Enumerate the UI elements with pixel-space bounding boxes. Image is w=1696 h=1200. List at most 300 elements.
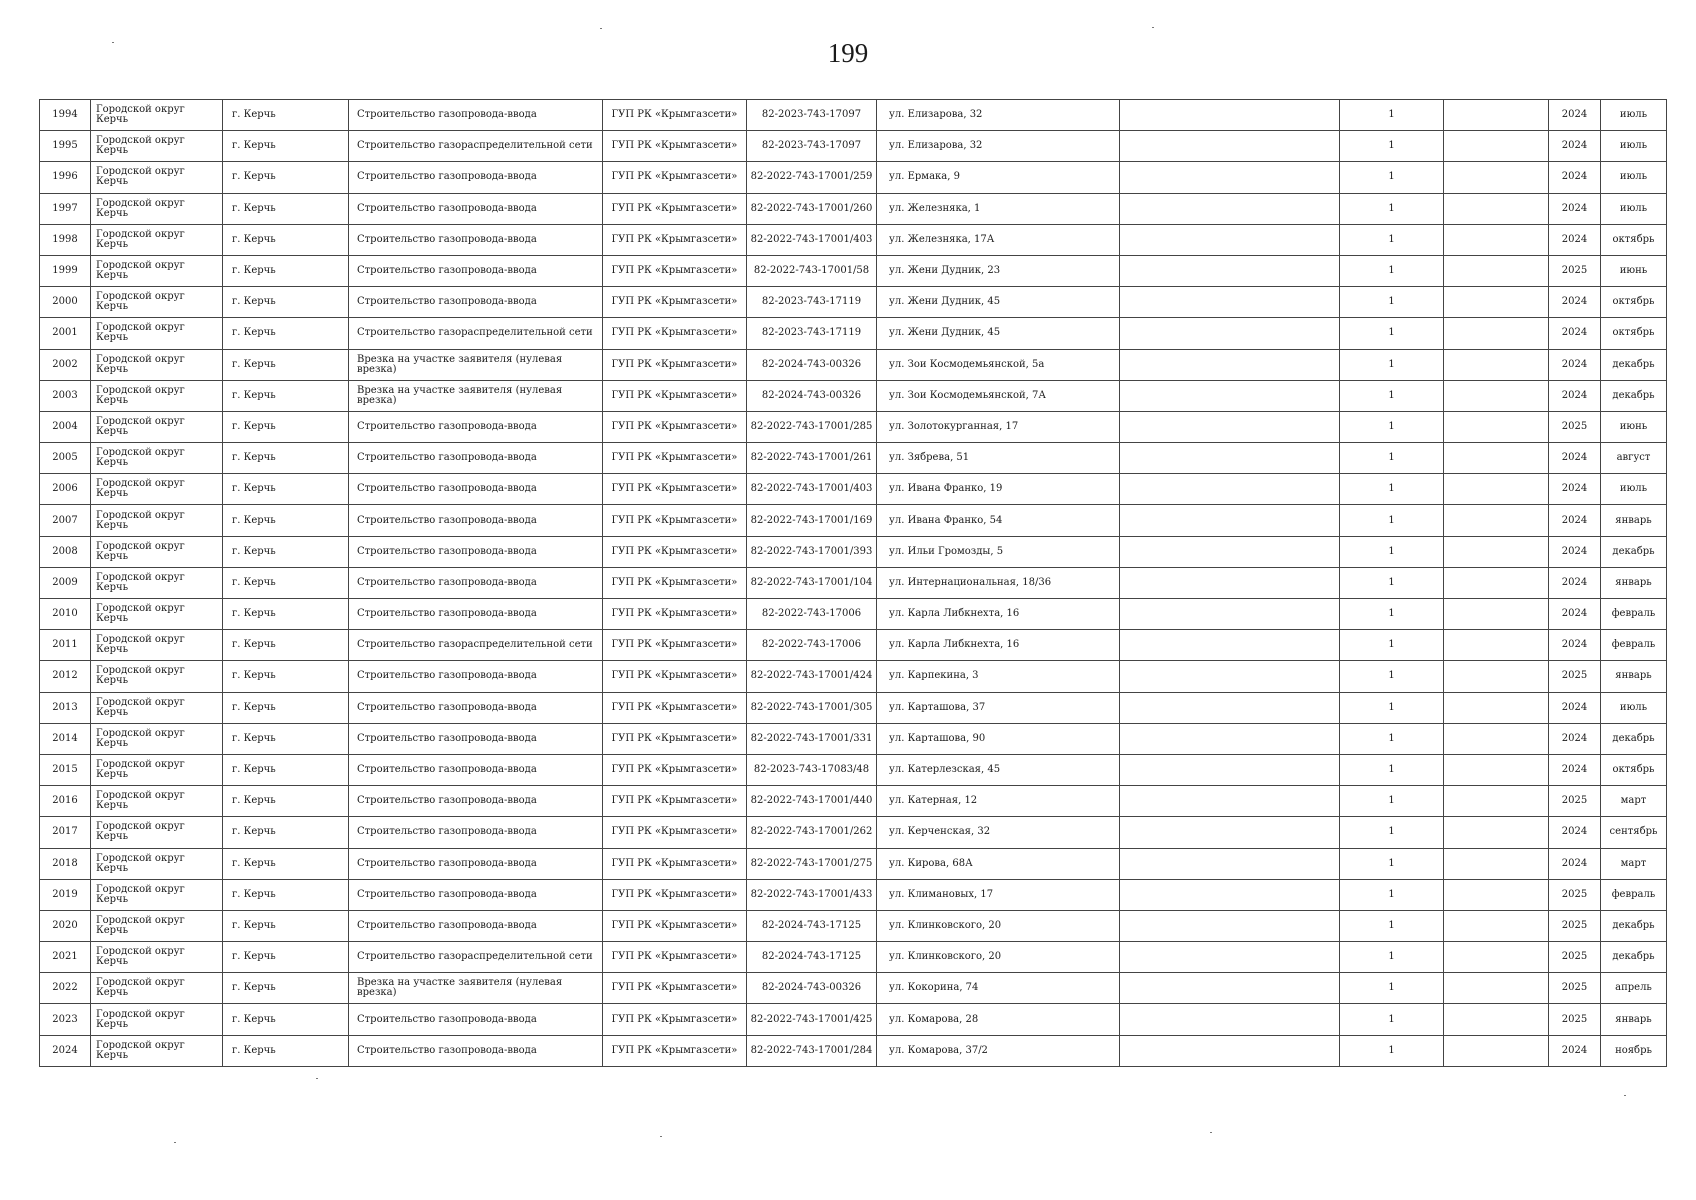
work-type-cell: Строительство газопровода-ввода bbox=[349, 474, 603, 505]
year-cell: 2024 bbox=[1549, 848, 1601, 879]
month-cell: июль bbox=[1601, 100, 1667, 131]
organization-cell: ГУП РК «Крымгазсети» bbox=[603, 879, 747, 910]
work-type-cell: Строительство газопровода-ввода bbox=[349, 162, 603, 193]
address-cell: ул. Кокорина, 74 bbox=[877, 973, 1120, 1004]
address-cell: ул. Клинковского, 20 bbox=[877, 910, 1120, 941]
blank-cell bbox=[1120, 817, 1340, 848]
district-cell: Городской округ Керчь bbox=[91, 754, 223, 785]
table-row bbox=[40, 910, 1667, 941]
organization-cell: ГУП РК «Крымгазсети» bbox=[603, 599, 747, 630]
year-cell: 2024 bbox=[1549, 630, 1601, 661]
application-code-cell: 82-2022-743-17001/104 bbox=[747, 567, 877, 598]
city-cell: г. Керчь bbox=[223, 349, 349, 380]
city-cell: г. Керчь bbox=[223, 692, 349, 723]
table-row bbox=[40, 879, 1667, 910]
page-number: 199 bbox=[827, 38, 869, 68]
row-number: 2005 bbox=[40, 443, 91, 474]
organization-cell: ГУП РК «Крымгазсети» bbox=[603, 505, 747, 536]
organization-cell: ГУП РК «Крымгазсети» bbox=[603, 567, 747, 598]
quantity-cell: 1 bbox=[1340, 910, 1444, 941]
city-cell: г. Керчь bbox=[223, 599, 349, 630]
year-cell: 2024 bbox=[1549, 536, 1601, 567]
organization-cell: ГУП РК «Крымгазсети» bbox=[603, 692, 747, 723]
table-row bbox=[40, 661, 1667, 692]
work-type-cell: Строительство газораспределительной сети bbox=[349, 131, 603, 162]
city-cell: г. Керчь bbox=[223, 942, 349, 973]
quantity-cell: 1 bbox=[1340, 349, 1444, 380]
city-cell: г. Керчь bbox=[223, 1035, 349, 1066]
district-cell: Городской округ Керчь bbox=[91, 910, 223, 941]
blank-cell bbox=[1444, 661, 1549, 692]
district-cell: Городской округ Керчь bbox=[91, 505, 223, 536]
organization-cell: ГУП РК «Крымгазсети» bbox=[603, 443, 747, 474]
city-cell: г. Керчь bbox=[223, 224, 349, 255]
address-cell: ул. Климановых, 17 bbox=[877, 879, 1120, 910]
district-cell: Городской округ Керчь bbox=[91, 692, 223, 723]
quantity-cell: 1 bbox=[1340, 973, 1444, 1004]
address-cell: ул. Катерлезская, 45 bbox=[877, 754, 1120, 785]
table-row bbox=[40, 443, 1667, 474]
row-number: 2023 bbox=[40, 1004, 91, 1035]
blank-cell bbox=[1120, 848, 1340, 879]
address-cell: ул. Катерная, 12 bbox=[877, 786, 1120, 817]
work-type-cell: Врезка на участке заявителя (нулевая врезка) bbox=[349, 973, 603, 1004]
row-number: 2019 bbox=[40, 879, 91, 910]
application-code-cell: 82-2022-743-17001/425 bbox=[747, 1004, 877, 1035]
district-cell: Городской округ Керчь bbox=[91, 630, 223, 661]
application-code-cell: 82-2024-743-17125 bbox=[747, 910, 877, 941]
blank-cell bbox=[1444, 193, 1549, 224]
district-cell: Городской округ Керчь bbox=[91, 224, 223, 255]
blank-cell bbox=[1444, 1035, 1549, 1066]
blank-cell bbox=[1120, 1004, 1340, 1035]
quantity-cell: 1 bbox=[1340, 255, 1444, 286]
row-number: 2018 bbox=[40, 848, 91, 879]
quantity-cell: 1 bbox=[1340, 1035, 1444, 1066]
organization-cell: ГУП РК «Крымгазсети» bbox=[603, 1004, 747, 1035]
blank-cell bbox=[1120, 692, 1340, 723]
application-code-cell: 82-2022-743-17001/261 bbox=[747, 443, 877, 474]
blank-cell bbox=[1120, 380, 1340, 411]
year-cell: 2024 bbox=[1549, 193, 1601, 224]
quantity-cell: 1 bbox=[1340, 224, 1444, 255]
district-cell: Городской округ Керчь bbox=[91, 567, 223, 598]
blank-cell bbox=[1444, 723, 1549, 754]
application-code-cell: 82-2022-743-17001/259 bbox=[747, 162, 877, 193]
address-cell: ул. Елизарова, 32 bbox=[877, 100, 1120, 131]
month-cell: февраль bbox=[1601, 879, 1667, 910]
year-cell: 2024 bbox=[1549, 100, 1601, 131]
row-number: 2014 bbox=[40, 723, 91, 754]
city-cell: г. Керчь bbox=[223, 910, 349, 941]
month-cell: февраль bbox=[1601, 630, 1667, 661]
application-code-cell: 82-2022-743-17001/260 bbox=[747, 193, 877, 224]
quantity-cell: 1 bbox=[1340, 380, 1444, 411]
address-cell: ул. Клинковского, 20 bbox=[877, 942, 1120, 973]
quantity-cell: 1 bbox=[1340, 536, 1444, 567]
work-type-cell: Врезка на участке заявителя (нулевая врезка) bbox=[349, 380, 603, 411]
work-type-cell: Строительство газопровода-ввода bbox=[349, 692, 603, 723]
application-code-cell: 82-2024-743-00326 bbox=[747, 380, 877, 411]
scan-speck bbox=[112, 42, 114, 43]
month-cell: февраль bbox=[1601, 599, 1667, 630]
organization-cell: ГУП РК «Крымгазсети» bbox=[603, 942, 747, 973]
year-cell: 2024 bbox=[1549, 287, 1601, 318]
city-cell: г. Керчь bbox=[223, 193, 349, 224]
blank-cell bbox=[1120, 879, 1340, 910]
year-cell: 2024 bbox=[1549, 131, 1601, 162]
blank-cell bbox=[1120, 349, 1340, 380]
work-type-cell: Строительство газопровода-ввода bbox=[349, 661, 603, 692]
city-cell: г. Керчь bbox=[223, 817, 349, 848]
quantity-cell: 1 bbox=[1340, 1004, 1444, 1035]
organization-cell: ГУП РК «Крымгазсети» bbox=[603, 754, 747, 785]
city-cell: г. Керчь bbox=[223, 255, 349, 286]
quantity-cell: 1 bbox=[1340, 630, 1444, 661]
blank-cell bbox=[1120, 100, 1340, 131]
address-cell: ул. Железняка, 1 bbox=[877, 193, 1120, 224]
quantity-cell: 1 bbox=[1340, 443, 1444, 474]
blank-cell bbox=[1120, 910, 1340, 941]
scan-speck bbox=[660, 1136, 662, 1137]
organization-cell: ГУП РК «Крымгазсети» bbox=[603, 131, 747, 162]
blank-cell bbox=[1444, 349, 1549, 380]
table-row bbox=[40, 973, 1667, 1004]
month-cell: ноябрь bbox=[1601, 1035, 1667, 1066]
blank-cell bbox=[1444, 224, 1549, 255]
blank-cell bbox=[1444, 536, 1549, 567]
year-cell: 2024 bbox=[1549, 723, 1601, 754]
district-cell: Городской округ Керчь bbox=[91, 100, 223, 131]
year-cell: 2024 bbox=[1549, 754, 1601, 785]
work-type-cell: Строительство газораспределительной сети bbox=[349, 942, 603, 973]
table-row bbox=[40, 536, 1667, 567]
row-number: 2001 bbox=[40, 318, 91, 349]
blank-cell bbox=[1120, 255, 1340, 286]
table-row bbox=[40, 567, 1667, 598]
work-type-cell: Строительство газораспределительной сети bbox=[349, 318, 603, 349]
year-cell: 2024 bbox=[1549, 474, 1601, 505]
application-code-cell: 82-2024-743-00326 bbox=[747, 349, 877, 380]
table-row bbox=[40, 942, 1667, 973]
blank-cell bbox=[1120, 474, 1340, 505]
district-cell: Городской округ Керчь bbox=[91, 411, 223, 442]
work-type-cell: Строительство газопровода-ввода bbox=[349, 255, 603, 286]
year-cell: 2024 bbox=[1549, 380, 1601, 411]
organization-cell: ГУП РК «Крымгазсети» bbox=[603, 973, 747, 1004]
district-cell: Городской округ Керчь bbox=[91, 723, 223, 754]
district-cell: Городской округ Керчь bbox=[91, 474, 223, 505]
month-cell: декабрь bbox=[1601, 910, 1667, 941]
city-cell: г. Керчь bbox=[223, 474, 349, 505]
city-cell: г. Керчь bbox=[223, 287, 349, 318]
blank-cell bbox=[1120, 630, 1340, 661]
year-cell: 2024 bbox=[1549, 817, 1601, 848]
organization-cell: ГУП РК «Крымгазсети» bbox=[603, 723, 747, 754]
district-cell: Городской округ Керчь bbox=[91, 380, 223, 411]
row-number: 2004 bbox=[40, 411, 91, 442]
organization-cell: ГУП РК «Крымгазсети» bbox=[603, 318, 747, 349]
table-row bbox=[40, 349, 1667, 380]
application-code-cell: 82-2022-743-17001/284 bbox=[747, 1035, 877, 1066]
blank-cell bbox=[1444, 973, 1549, 1004]
organization-cell: ГУП РК «Крымгазсети» bbox=[603, 162, 747, 193]
address-cell: ул. Комарова, 28 bbox=[877, 1004, 1120, 1035]
work-type-cell: Строительство газопровода-ввода bbox=[349, 411, 603, 442]
city-cell: г. Керчь bbox=[223, 567, 349, 598]
month-cell: декабрь bbox=[1601, 536, 1667, 567]
row-number: 2017 bbox=[40, 817, 91, 848]
work-type-cell: Строительство газопровода-ввода bbox=[349, 287, 603, 318]
table-row bbox=[40, 162, 1667, 193]
blank-cell bbox=[1444, 692, 1549, 723]
address-cell: ул. Зои Космодемьянской, 7А bbox=[877, 380, 1120, 411]
month-cell: июль bbox=[1601, 692, 1667, 723]
year-cell: 2024 bbox=[1549, 692, 1601, 723]
application-code-cell: 82-2022-743-17006 bbox=[747, 630, 877, 661]
work-type-cell: Строительство газопровода-ввода bbox=[349, 599, 603, 630]
application-code-cell: 82-2023-743-17083/48 bbox=[747, 754, 877, 785]
application-code-cell: 82-2022-743-17001/424 bbox=[747, 661, 877, 692]
table-row bbox=[40, 723, 1667, 754]
district-cell: Городской округ Керчь bbox=[91, 661, 223, 692]
quantity-cell: 1 bbox=[1340, 318, 1444, 349]
application-code-cell: 82-2023-743-17119 bbox=[747, 287, 877, 318]
blank-cell bbox=[1120, 131, 1340, 162]
table-row bbox=[40, 848, 1667, 879]
quantity-cell: 1 bbox=[1340, 754, 1444, 785]
table-row bbox=[40, 193, 1667, 224]
table-body bbox=[40, 100, 1667, 1067]
month-cell: октябрь bbox=[1601, 287, 1667, 318]
year-cell: 2025 bbox=[1549, 879, 1601, 910]
month-cell: март bbox=[1601, 848, 1667, 879]
table-row bbox=[40, 318, 1667, 349]
row-number: 2009 bbox=[40, 567, 91, 598]
address-cell: ул. Елизарова, 32 bbox=[877, 131, 1120, 162]
city-cell: г. Керчь bbox=[223, 754, 349, 785]
blank-cell bbox=[1444, 131, 1549, 162]
address-cell: ул. Ивана Франко, 54 bbox=[877, 505, 1120, 536]
organization-cell: ГУП РК «Крымгазсети» bbox=[603, 411, 747, 442]
row-number: 2024 bbox=[40, 1035, 91, 1066]
address-cell: ул. Карла Либкнехта, 16 bbox=[877, 599, 1120, 630]
district-cell: Городской округ Керчь bbox=[91, 817, 223, 848]
table-row bbox=[40, 1004, 1667, 1035]
district-cell: Городской округ Керчь bbox=[91, 193, 223, 224]
table-row bbox=[40, 380, 1667, 411]
blank-cell bbox=[1444, 754, 1549, 785]
work-type-cell: Строительство газопровода-ввода bbox=[349, 224, 603, 255]
year-cell: 2024 bbox=[1549, 162, 1601, 193]
application-code-cell: 82-2022-743-17001/169 bbox=[747, 505, 877, 536]
blank-cell bbox=[1444, 318, 1549, 349]
city-cell: г. Керчь bbox=[223, 443, 349, 474]
district-cell: Городской округ Керчь bbox=[91, 536, 223, 567]
work-type-cell: Строительство газопровода-ввода bbox=[349, 754, 603, 785]
address-cell: ул. Жени Дудник, 23 bbox=[877, 255, 1120, 286]
table-row bbox=[40, 255, 1667, 286]
address-cell: ул. Ильи Громозды, 5 bbox=[877, 536, 1120, 567]
row-number: 2008 bbox=[40, 536, 91, 567]
month-cell: июль bbox=[1601, 193, 1667, 224]
application-code-cell: 82-2022-743-17001/275 bbox=[747, 848, 877, 879]
table-row bbox=[40, 754, 1667, 785]
application-code-cell: 82-2023-743-17097 bbox=[747, 131, 877, 162]
month-cell: август bbox=[1601, 443, 1667, 474]
blank-cell bbox=[1444, 255, 1549, 286]
row-number: 2016 bbox=[40, 786, 91, 817]
quantity-cell: 1 bbox=[1340, 879, 1444, 910]
address-cell: ул. Комарова, 37/2 bbox=[877, 1035, 1120, 1066]
address-cell: ул. Железняка, 17А bbox=[877, 224, 1120, 255]
district-cell: Городской округ Керчь bbox=[91, 848, 223, 879]
address-cell: ул. Зябрева, 51 bbox=[877, 443, 1120, 474]
month-cell: июль bbox=[1601, 131, 1667, 162]
address-cell: ул. Карташова, 37 bbox=[877, 692, 1120, 723]
blank-cell bbox=[1444, 100, 1549, 131]
organization-cell: ГУП РК «Крымгазсети» bbox=[603, 661, 747, 692]
quantity-cell: 1 bbox=[1340, 661, 1444, 692]
scan-speck bbox=[1152, 27, 1154, 28]
table-row bbox=[40, 287, 1667, 318]
month-cell: октябрь bbox=[1601, 318, 1667, 349]
scan-speck bbox=[1210, 1132, 1212, 1133]
organization-cell: ГУП РК «Крымгазсети» bbox=[603, 100, 747, 131]
quantity-cell: 1 bbox=[1340, 193, 1444, 224]
table-row bbox=[40, 224, 1667, 255]
year-cell: 2025 bbox=[1549, 1004, 1601, 1035]
organization-cell: ГУП РК «Крымгазсети» bbox=[603, 536, 747, 567]
city-cell: г. Керчь bbox=[223, 1004, 349, 1035]
application-code-cell: 82-2024-743-00326 bbox=[747, 973, 877, 1004]
month-cell: декабрь bbox=[1601, 380, 1667, 411]
blank-cell bbox=[1444, 879, 1549, 910]
row-number: 1999 bbox=[40, 255, 91, 286]
quantity-cell: 1 bbox=[1340, 411, 1444, 442]
blank-cell bbox=[1444, 411, 1549, 442]
year-cell: 2024 bbox=[1549, 599, 1601, 630]
row-number: 1996 bbox=[40, 162, 91, 193]
organization-cell: ГУП РК «Крымгазсети» bbox=[603, 817, 747, 848]
blank-cell bbox=[1120, 443, 1340, 474]
year-cell: 2025 bbox=[1549, 910, 1601, 941]
work-type-cell: Строительство газопровода-ввода bbox=[349, 193, 603, 224]
blank-cell bbox=[1444, 474, 1549, 505]
blank-cell bbox=[1120, 193, 1340, 224]
blank-cell bbox=[1444, 599, 1549, 630]
application-code-cell: 82-2022-743-17001/58 bbox=[747, 255, 877, 286]
blank-cell bbox=[1444, 1004, 1549, 1035]
work-type-cell: Строительство газопровода-ввода bbox=[349, 723, 603, 754]
table-row bbox=[40, 599, 1667, 630]
city-cell: г. Керчь bbox=[223, 380, 349, 411]
blank-cell bbox=[1120, 505, 1340, 536]
blank-cell bbox=[1120, 661, 1340, 692]
city-cell: г. Керчь bbox=[223, 411, 349, 442]
table-row bbox=[40, 131, 1667, 162]
district-cell: Городской округ Керчь bbox=[91, 349, 223, 380]
blank-cell bbox=[1444, 443, 1549, 474]
month-cell: март bbox=[1601, 786, 1667, 817]
month-cell: сентябрь bbox=[1601, 817, 1667, 848]
blank-cell bbox=[1120, 1035, 1340, 1066]
row-number: 2000 bbox=[40, 287, 91, 318]
application-code-cell: 82-2024-743-17125 bbox=[747, 942, 877, 973]
application-code-cell: 82-2023-743-17119 bbox=[747, 318, 877, 349]
work-type-cell: Строительство газопровода-ввода bbox=[349, 786, 603, 817]
scan-speck bbox=[1624, 1095, 1626, 1096]
blank-cell bbox=[1444, 910, 1549, 941]
blank-cell bbox=[1120, 536, 1340, 567]
city-cell: г. Керчь bbox=[223, 973, 349, 1004]
row-number: 2007 bbox=[40, 505, 91, 536]
organization-cell: ГУП РК «Крымгазсети» bbox=[603, 1035, 747, 1066]
application-code-cell: 82-2022-743-17001/393 bbox=[747, 536, 877, 567]
blank-cell bbox=[1444, 380, 1549, 411]
month-cell: декабрь bbox=[1601, 349, 1667, 380]
quantity-cell: 1 bbox=[1340, 848, 1444, 879]
district-cell: Городской округ Керчь bbox=[91, 287, 223, 318]
quantity-cell: 1 bbox=[1340, 567, 1444, 598]
work-type-cell: Строительство газопровода-ввода bbox=[349, 848, 603, 879]
row-number: 2006 bbox=[40, 474, 91, 505]
organization-cell: ГУП РК «Крымгазсети» bbox=[603, 910, 747, 941]
city-cell: г. Керчь bbox=[223, 786, 349, 817]
blank-cell bbox=[1120, 754, 1340, 785]
row-number: 1998 bbox=[40, 224, 91, 255]
year-cell: 2024 bbox=[1549, 505, 1601, 536]
year-cell: 2025 bbox=[1549, 411, 1601, 442]
organization-cell: ГУП РК «Крымгазсети» bbox=[603, 287, 747, 318]
city-cell: г. Керчь bbox=[223, 723, 349, 754]
district-cell: Городской округ Керчь bbox=[91, 443, 223, 474]
district-cell: Городской округ Керчь bbox=[91, 973, 223, 1004]
organization-cell: ГУП РК «Крымгазсети» bbox=[603, 630, 747, 661]
work-type-cell: Строительство газопровода-ввода bbox=[349, 505, 603, 536]
blank-cell bbox=[1444, 567, 1549, 598]
city-cell: г. Керчь bbox=[223, 661, 349, 692]
city-cell: г. Керчь bbox=[223, 848, 349, 879]
quantity-cell: 1 bbox=[1340, 474, 1444, 505]
blank-cell bbox=[1120, 942, 1340, 973]
table-row bbox=[40, 786, 1667, 817]
quantity-cell: 1 bbox=[1340, 786, 1444, 817]
table-row bbox=[40, 692, 1667, 723]
quantity-cell: 1 bbox=[1340, 723, 1444, 754]
table-row bbox=[40, 817, 1667, 848]
address-cell: ул. Керченская, 32 bbox=[877, 817, 1120, 848]
gasification-table bbox=[39, 99, 1667, 1067]
blank-cell bbox=[1444, 817, 1549, 848]
work-type-cell: Строительство газопровода-ввода bbox=[349, 1004, 603, 1035]
work-type-cell: Строительство газопровода-ввода bbox=[349, 100, 603, 131]
row-number: 2012 bbox=[40, 661, 91, 692]
quantity-cell: 1 bbox=[1340, 599, 1444, 630]
blank-cell bbox=[1444, 505, 1549, 536]
quantity-cell: 1 bbox=[1340, 162, 1444, 193]
address-cell: ул. Зои Космодемьянской, 5а bbox=[877, 349, 1120, 380]
row-number: 2002 bbox=[40, 349, 91, 380]
organization-cell: ГУП РК «Крымгазсети» bbox=[603, 786, 747, 817]
address-cell: ул. Карташова, 90 bbox=[877, 723, 1120, 754]
district-cell: Городской округ Керчь bbox=[91, 1004, 223, 1035]
address-cell: ул. Карла Либкнехта, 16 bbox=[877, 630, 1120, 661]
year-cell: 2024 bbox=[1549, 1035, 1601, 1066]
row-number: 2015 bbox=[40, 754, 91, 785]
blank-cell bbox=[1120, 973, 1340, 1004]
year-cell: 2024 bbox=[1549, 443, 1601, 474]
